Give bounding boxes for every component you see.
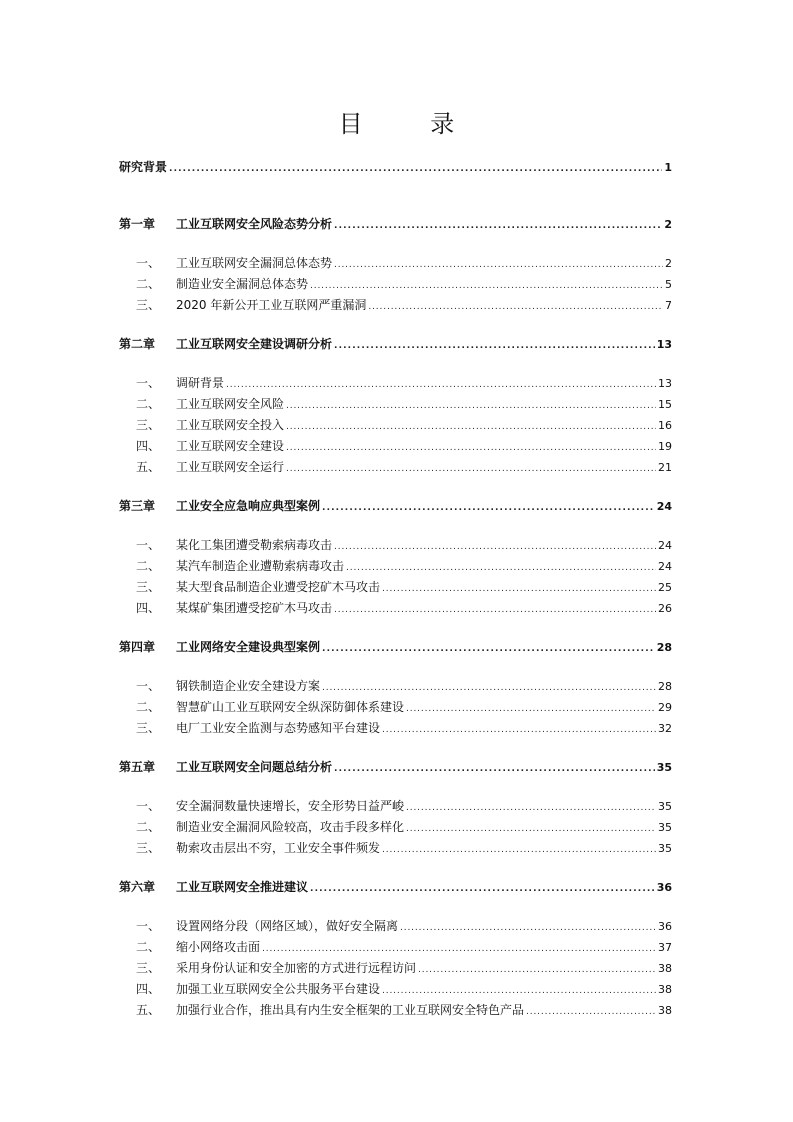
toc-page-number: 36 xyxy=(656,881,672,894)
toc-page-number: 24 xyxy=(656,500,672,513)
toc-page-number: 2 xyxy=(664,218,672,231)
toc-item-row[interactable] xyxy=(119,578,672,599)
toc-page-number: 2 xyxy=(665,257,672,270)
toc-item-row[interactable] xyxy=(119,980,672,1001)
toc-item-row[interactable] xyxy=(119,677,672,698)
dot-leader xyxy=(382,841,656,855)
toc-item-row[interactable] xyxy=(119,917,672,938)
toc-entry-number: 三、 xyxy=(136,841,161,855)
toc-entry-label: 电厂工业安全监测与态势感知平台建设 xyxy=(176,721,381,735)
dot-leader xyxy=(406,700,656,714)
toc-page-number: 38 xyxy=(658,962,672,975)
toc-entry-number: 二、 xyxy=(136,277,161,291)
toc-page-number: 24 xyxy=(658,539,672,552)
toc-entry-number: 四、 xyxy=(136,982,161,996)
dot-leader xyxy=(226,376,656,390)
toc-entry-number: 三、 xyxy=(136,721,161,735)
toc-entry-number: 五、 xyxy=(136,1003,161,1017)
toc-page-number: 28 xyxy=(656,641,672,654)
toc-page-number: 38 xyxy=(658,983,672,996)
toc-item-row[interactable] xyxy=(119,959,672,980)
toc-entry-label: 勒索攻击层出不穷，工业安全事件频发 xyxy=(176,841,381,855)
toc-chapter-row[interactable] xyxy=(119,638,672,659)
toc-entry-label: 制造业安全漏洞风险较高，攻击手段多样化 xyxy=(176,820,405,834)
dot-leader xyxy=(346,559,656,573)
toc-entry-number: 一、 xyxy=(136,538,161,552)
toc-entry-number: 二、 xyxy=(136,820,161,834)
toc-entry-number: 五、 xyxy=(136,460,161,474)
dot-leader xyxy=(382,982,656,996)
dot-leader xyxy=(322,640,655,654)
toc-item-row[interactable] xyxy=(119,797,672,818)
toc-entry-number: 四、 xyxy=(136,439,161,453)
toc-entry-number: 三、 xyxy=(136,418,161,432)
dot-leader xyxy=(406,820,656,834)
toc-page-number: 21 xyxy=(658,461,672,474)
dot-leader xyxy=(322,679,656,693)
toc-item-row[interactable] xyxy=(119,275,672,296)
toc-page-number: 32 xyxy=(658,722,672,735)
toc-chapter-row[interactable] xyxy=(119,758,672,779)
toc-entry-label: 工业互联网安全推进建议 xyxy=(176,880,309,894)
dot-leader xyxy=(334,601,656,615)
toc-entry-number: 二、 xyxy=(136,397,161,411)
toc-entry-label: 工业网络安全建设典型案例 xyxy=(176,640,321,654)
toc-entry-label: 制造业安全漏洞总体态势 xyxy=(176,277,309,291)
dot-leader xyxy=(382,580,656,594)
toc-page-number: 5 xyxy=(665,278,672,291)
toc-entry-label: 工业互联网安全问题总结分析 xyxy=(176,760,333,774)
dot-leader xyxy=(286,418,656,432)
toc-page-number: 38 xyxy=(658,1004,672,1017)
toc-page-number: 35 xyxy=(658,800,672,813)
toc-page-number: 15 xyxy=(658,398,672,411)
toc-chapter-row[interactable] xyxy=(119,878,672,899)
toc-item-row[interactable] xyxy=(119,437,672,458)
toc-page-number: 29 xyxy=(658,701,672,714)
dot-leader xyxy=(418,961,656,975)
toc-entry-number: 一、 xyxy=(136,799,161,813)
dot-leader xyxy=(334,337,655,351)
toc-entry-label: 智慧矿山工业互联网安全纵深防御体系建设 xyxy=(176,700,405,714)
toc-entry-label: 某大型食品制造企业遭受挖矿木马攻击 xyxy=(176,580,381,594)
toc-entry-label: 采用身份认证和安全加密的方式进行远程访问 xyxy=(176,961,417,975)
toc-entry-number: 二、 xyxy=(136,700,161,714)
page-title: 目 录 xyxy=(338,110,485,138)
dot-leader xyxy=(526,1003,656,1017)
dot-leader xyxy=(406,799,656,813)
toc-page-number: 28 xyxy=(658,680,672,693)
dot-leader xyxy=(334,256,663,270)
dot-leader xyxy=(310,880,655,894)
toc-page-number: 24 xyxy=(658,560,672,573)
toc-entry-number: 一、 xyxy=(136,376,161,390)
toc-entry-label: 缩小网络攻击面 xyxy=(176,940,261,954)
toc-page-number: 19 xyxy=(658,440,672,453)
toc-item-row[interactable] xyxy=(119,938,672,959)
table-of-contents xyxy=(119,158,672,1022)
toc-page-number: 16 xyxy=(658,419,672,432)
toc-item-row[interactable] xyxy=(119,254,672,275)
toc-entry-number: 一、 xyxy=(136,256,161,270)
dot-leader xyxy=(368,298,663,312)
toc-item-row[interactable] xyxy=(119,458,672,479)
toc-chapter-row[interactable] xyxy=(119,335,672,356)
toc-entry-label: 2020 年新公开工业互联网严重漏洞 xyxy=(176,298,367,312)
toc-page-number: 7 xyxy=(665,299,672,312)
toc-entry-number: 二、 xyxy=(136,559,161,573)
toc-item-row[interactable] xyxy=(119,296,672,317)
toc-page-number: 35 xyxy=(658,842,672,855)
toc-entry-number: 第二章 xyxy=(119,337,156,351)
toc-entry-number: 一、 xyxy=(136,919,161,933)
toc-item-row[interactable] xyxy=(119,395,672,416)
toc-entry-number: 第六章 xyxy=(119,880,156,894)
toc-entry-label: 工业互联网安全风险态势分析 xyxy=(176,217,333,231)
toc-item-row[interactable] xyxy=(119,374,672,395)
toc-entry-label: 工业互联网安全运行 xyxy=(176,460,285,474)
toc-entry-label: 工业互联网安全漏洞总体态势 xyxy=(176,256,333,270)
toc-page-number: 37 xyxy=(658,941,672,954)
toc-entry-label: 工业互联网安全风险 xyxy=(176,397,285,411)
toc-entry-number: 第五章 xyxy=(119,760,156,774)
toc-item-row[interactable] xyxy=(119,818,672,839)
toc-page-number: 26 xyxy=(658,602,672,615)
toc-page-number: 25 xyxy=(658,581,672,594)
toc-page-number: 13 xyxy=(656,338,672,351)
toc-page-number: 1 xyxy=(664,161,672,174)
toc-entry-label: 某汽车制造企业遭勒索病毒攻击 xyxy=(176,559,345,573)
dot-leader xyxy=(310,277,663,291)
toc-entry-number: 四、 xyxy=(136,601,161,615)
toc-entry-label: 某煤矿集团遭受挖矿木马攻击 xyxy=(176,601,333,615)
toc-item-row[interactable] xyxy=(119,698,672,719)
toc-entry-number: 第三章 xyxy=(119,499,156,513)
toc-entry-label: 调研背景 xyxy=(176,376,225,390)
toc-page-number: 35 xyxy=(658,821,672,834)
toc-entry-label: 某化工集团遭受勒索病毒攻击 xyxy=(176,538,333,552)
toc-chapter-row[interactable] xyxy=(119,158,672,179)
toc-entry-number: 第一章 xyxy=(119,217,156,231)
dot-leader xyxy=(334,217,662,231)
dot-leader xyxy=(262,940,656,954)
toc-entry-label: 工业互联网安全投入 xyxy=(176,418,285,432)
dot-leader xyxy=(286,439,656,453)
toc-entry-label: 加强行业合作，推出具有内生安全框架的工业互联网安全特色产品 xyxy=(176,1003,525,1017)
toc-chapter-row[interactable] xyxy=(119,497,672,518)
toc-entry-number: 二、 xyxy=(136,940,161,954)
toc-item-row[interactable] xyxy=(119,719,672,740)
toc-entry-number: 第四章 xyxy=(119,640,156,654)
toc-entry-number: 三、 xyxy=(136,298,161,312)
toc-item-row[interactable] xyxy=(119,599,672,620)
toc-entry-label: 工业安全应急响应典型案例 xyxy=(176,499,321,513)
dot-leader xyxy=(286,460,656,474)
dot-leader xyxy=(400,919,656,933)
toc-item-row[interactable] xyxy=(119,557,672,578)
toc-entry-label: 工业互联网安全建设调研分析 xyxy=(176,337,333,351)
toc-chapter-row[interactable] xyxy=(119,215,672,236)
toc-entry-label: 设置网络分段（网络区域），做好安全隔离 xyxy=(176,919,399,933)
toc-entry-label: 加强工业互联网安全公共服务平台建设 xyxy=(176,982,381,996)
dot-leader xyxy=(286,397,656,411)
toc-item-row[interactable] xyxy=(119,1001,672,1022)
toc-page-number: 36 xyxy=(658,920,672,933)
toc-item-row[interactable] xyxy=(119,839,672,860)
toc-page-number: 35 xyxy=(656,761,672,774)
toc-entry-label: 工业互联网安全建设 xyxy=(176,439,285,453)
toc-item-row[interactable] xyxy=(119,536,672,557)
toc-entry-label: 钢铁制造企业安全建设方案 xyxy=(176,679,321,693)
toc-entry-number: 三、 xyxy=(136,961,161,975)
toc-entry-label: 研究背景 xyxy=(119,160,168,174)
toc-page-number: 13 xyxy=(658,377,672,390)
dot-leader xyxy=(334,538,656,552)
dot-leader xyxy=(382,721,656,735)
toc-entry-number: 三、 xyxy=(136,580,161,594)
toc-entry-number: 一、 xyxy=(136,679,161,693)
toc-entry-label: 安全漏洞数量快速增长，安全形势日益严峻 xyxy=(176,799,405,813)
dot-leader xyxy=(169,160,662,174)
dot-leader xyxy=(322,499,655,513)
toc-item-row[interactable] xyxy=(119,416,672,437)
dot-leader xyxy=(334,760,655,774)
